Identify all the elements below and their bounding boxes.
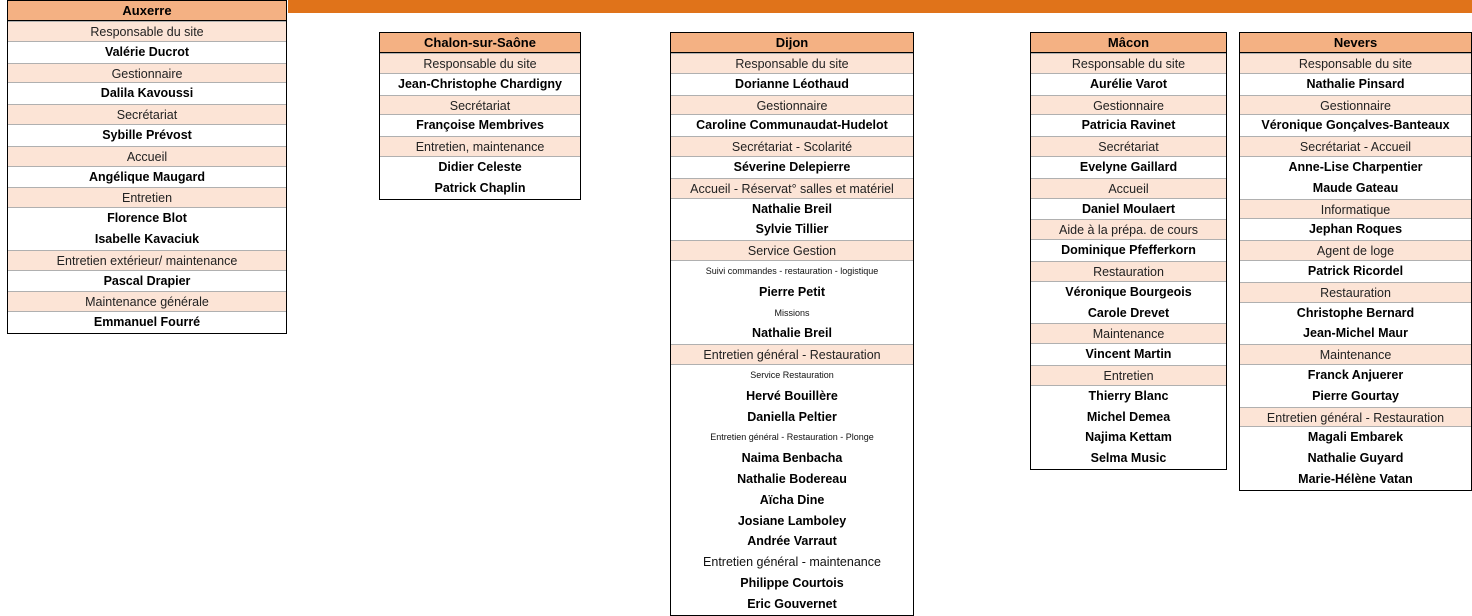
role-label: Entretien [1031, 365, 1226, 386]
person-name: Nathalie Guyard [1307, 451, 1404, 466]
person-name: Florence Blot [107, 211, 187, 226]
person-name: Nathalie Breil [752, 326, 832, 341]
person-name: Françoise Membrives [416, 118, 544, 133]
person-name: Pierre Petit [758, 284, 825, 299]
role-label: Entretien extérieur/ maintenance [8, 250, 286, 271]
role-label: Responsable du site [1240, 53, 1471, 74]
header-accent-bar [288, 0, 1472, 13]
role-label: Gestionnaire [671, 95, 913, 116]
person-name: Najima Kettam [1085, 430, 1172, 445]
sub-role-label: Suivi commandes - restauration - logistique [705, 265, 879, 276]
role-label: Responsable du site [1031, 53, 1226, 74]
person-name: Caroline Communaudat-Hudelot [696, 118, 888, 133]
role-label: Gestionnaire [1240, 95, 1471, 116]
person-name: Véronique Bourgeois [1065, 284, 1192, 299]
person-name: Emmanuel Fourré [93, 315, 201, 330]
site-title: Auxerre [8, 1, 286, 21]
person-name: Patricia Ravinet [1081, 118, 1176, 133]
role-label: Accueil [8, 146, 286, 167]
role-label: Maintenance générale [8, 291, 286, 312]
person-name: Marie-Hélène Vatan [1298, 471, 1413, 486]
role-label: Secrétariat - Scolarité [671, 136, 913, 157]
person-name: Franck Anjuerer [1307, 367, 1404, 382]
person-name: Patrick Chaplin [434, 180, 526, 195]
role-label: Maintenance [1240, 344, 1471, 365]
role-label: Maintenance [1031, 323, 1226, 344]
person-name: Selma Music [1090, 451, 1167, 466]
role-label: Entretien général - Restauration [671, 344, 913, 365]
role-label: Responsable du site [8, 21, 286, 42]
person-name: Magali Embarek [1307, 430, 1404, 445]
person-name: Sylvie Tillier [755, 222, 829, 237]
person-name: Evelyne Gaillard [1079, 159, 1178, 174]
sub-role-label: Missions [774, 307, 810, 318]
role-label: Accueil - Réservat° salles et matériel [671, 178, 913, 199]
person-name: Vincent Martin [1085, 347, 1172, 362]
person-name: Aurélie Varot [1089, 76, 1168, 91]
person-name: Valérie Ducrot [104, 44, 190, 59]
role-label: Agent de loge [1240, 240, 1471, 261]
sub-role-label: Entretien général - Restauration - Plonge [710, 432, 874, 443]
role-label: Secrétariat [8, 104, 286, 125]
site-title: Chalon-sur-Saône [380, 33, 580, 53]
person-name: Jephan Roques [1308, 222, 1403, 237]
person-name: Michel Demea [1086, 409, 1171, 424]
role-label: Restauration [1031, 261, 1226, 282]
role-label: Entretien, maintenance [380, 136, 580, 157]
person-name: Philippe Courtois [740, 575, 844, 590]
site-table-chalon [379, 32, 581, 200]
person-name: Pascal Drapier [103, 273, 191, 288]
role-label: Secrétariat - Accueil [1240, 136, 1471, 157]
role-label: Gestionnaire [8, 63, 286, 84]
site-table-macon [1030, 32, 1227, 470]
person-name: Aïcha Dine [759, 492, 825, 507]
sub-role-label: Entretien général - maintenance [703, 555, 881, 570]
person-name: Nathalie Bodereau [737, 471, 847, 486]
person-name: Dominique Pfefferkorn [1061, 243, 1196, 258]
person-name: Angélique Maugard [89, 169, 205, 184]
role-label: Gestionnaire [1031, 95, 1226, 116]
person-name: Pierre Gourtay [1312, 388, 1399, 403]
role-label: Aide à la prépa. de cours [1031, 219, 1226, 240]
person-name: Nathalie Pinsard [1306, 76, 1405, 91]
person-name: Jean-Michel Maur [1303, 326, 1408, 341]
site-table-dijon [670, 32, 914, 616]
role-label: Secrétariat [1031, 136, 1226, 157]
role-label: Secrétariat [380, 95, 580, 116]
person-name: Dorianne Léothaud [735, 76, 849, 91]
site-table-nevers [1239, 32, 1472, 491]
person-name: Didier Celeste [438, 159, 522, 174]
site-title: Nevers [1240, 33, 1471, 53]
person-name: Daniel Moulaert [1081, 201, 1176, 216]
person-name: Thierry Blanc [1088, 388, 1169, 403]
role-label: Accueil [1031, 178, 1226, 199]
site-title: Dijon [671, 33, 913, 53]
person-name: Daniella Peltier [747, 409, 837, 424]
role-label: Informatique [1240, 199, 1471, 220]
sub-role-label: Service Restauration [750, 369, 834, 380]
person-name: Carole Drevet [1087, 305, 1170, 320]
person-name: Nathalie Breil [752, 201, 832, 216]
person-name: Josiane Lamboley [737, 513, 847, 528]
person-name: Séverine Delepierre [733, 159, 851, 174]
role-label: Entretien [8, 187, 286, 208]
person-name: Dalila Kavoussi [100, 86, 194, 101]
person-name: Maude Gateau [1312, 180, 1399, 195]
person-name: Eric Gouvernet [747, 596, 837, 611]
role-label: Service Gestion [671, 240, 913, 261]
person-name: Anne-Lise Charpentier [1288, 159, 1423, 174]
person-name: Naima Benbacha [741, 451, 843, 466]
person-name: Hervé Bouillère [746, 388, 838, 403]
person-name: Isabelle Kavaciuk [94, 231, 200, 246]
role-label: Entretien général - Restauration [1240, 407, 1471, 428]
site-title: Mâcon [1031, 33, 1226, 53]
person-name: Patrick Ricordel [1307, 263, 1404, 278]
role-label: Restauration [1240, 282, 1471, 303]
person-name: Jean-Christophe Chardigny [398, 76, 562, 91]
person-name: Andrée Varraut [747, 534, 837, 549]
person-name: Christophe Bernard [1296, 305, 1415, 320]
person-name: Sybille Prévost [102, 127, 192, 142]
person-name: Véronique Gonçalves-Banteaux [1261, 118, 1450, 133]
site-table-auxerre [7, 0, 287, 334]
role-label: Responsable du site [380, 53, 580, 74]
role-label: Responsable du site [671, 53, 913, 74]
